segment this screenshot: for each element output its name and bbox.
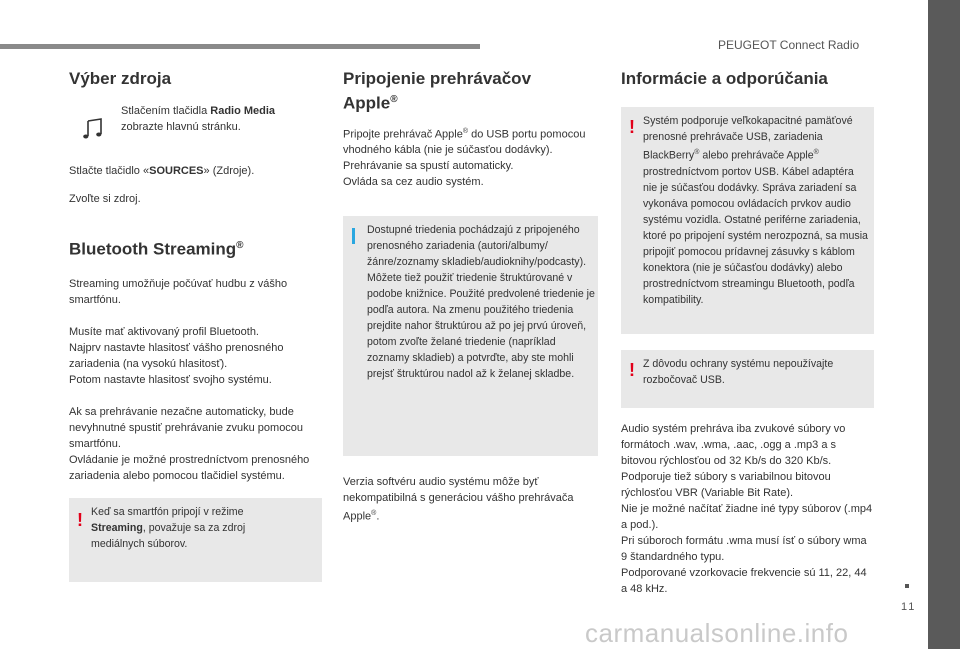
apple-para-1 xyxy=(343,124,596,159)
bt-para-2a: Musíte mať aktivovaný profil Bluetooth. xyxy=(69,325,259,338)
audio-para-3: Nie je možné načítať žiadne iné typy súborov (.mp4 a pod.). xyxy=(621,503,873,531)
audio-para-1: Audio systém prehráva iba zvukové súbory vo formátoch .wav, .wma, .aac, .ogg a .mp3 a s bitovou rýchlosťou od 32 Kb/s do 320 Kb/s. xyxy=(621,423,846,467)
radio-media-row xyxy=(69,103,322,163)
column-source xyxy=(69,60,322,582)
source-step-1-text: Stlačením tlačidla xyxy=(121,105,211,117)
info-warning-text-1-a: Systém podporuje veľkokapacitné pamäťové prenosné prehrávače USB, zariadenia BlackBerry xyxy=(643,115,853,162)
bt-para-2c: Potom nastavte hlasitosť svojho systému. xyxy=(69,373,272,386)
info-warning-box-2 xyxy=(621,350,874,408)
info-icon xyxy=(352,228,355,244)
info-warning-reg-2: ® xyxy=(813,149,819,156)
heading-info: Informácie a odporúčania xyxy=(621,69,828,88)
apple-para-1-end: do USB portu pomocou vhodného kábla (nie je súčasťou dodávky). xyxy=(343,128,586,157)
apple-para-4-reg: ® xyxy=(371,510,377,518)
bt-warning-text-start: Keď sa smartfón pripojí v režime xyxy=(91,505,244,518)
apple-para-3: Ovláda sa cez audio systém. xyxy=(343,176,484,189)
source-step-2-text: Stlačte tlačidlo « xyxy=(69,165,150,177)
apple-para-4 xyxy=(343,474,596,525)
apple-para-4-period: . xyxy=(376,510,380,523)
info-warning-text-1-b: alebo prehrávače Apple xyxy=(699,149,814,162)
music-note-icon xyxy=(81,117,105,141)
source-step-1 xyxy=(121,103,311,135)
radio-media-label: Radio Media xyxy=(210,105,276,117)
warning-icon: ! xyxy=(629,117,635,137)
apple-para-1-reg: ® xyxy=(462,127,469,135)
heading-bluetooth xyxy=(69,235,322,260)
warning-icon: ! xyxy=(629,360,635,380)
bt-warning-box xyxy=(69,498,322,582)
info-warning-box-1 xyxy=(621,107,874,334)
apple-para-4-text: Verzia softvéru audio systému môže byť nekompatibilná s generáciou vášho prehrávača Apple xyxy=(343,476,574,523)
heading-bluetooth-text: Bluetooth Streaming xyxy=(69,239,237,259)
source-step-1-text-end: zobrazte hlavnú stránku. xyxy=(121,121,241,133)
audio-para-2: Podporuje tiež súbory s variabilnou bitovou rýchlosťou VBR (Variable Bit Rate). xyxy=(621,471,831,499)
heading-apple-reg: ® xyxy=(390,94,398,105)
column-info xyxy=(621,60,874,597)
page-dot xyxy=(905,584,909,588)
heading-source: Výber zdroja xyxy=(69,69,172,88)
header-rule xyxy=(0,44,480,49)
audio-para-5: Podporované vzorkovacie frekvencie sú 11, 22, 44 a 48 kHz. xyxy=(621,567,867,595)
source-step-2 xyxy=(69,163,322,179)
column-apple xyxy=(343,60,596,525)
warning-icon: ! xyxy=(77,509,83,530)
apple-para-2: Prehrávanie sa spustí automaticky. xyxy=(343,160,514,173)
page-number: 11 xyxy=(901,601,917,613)
info-warning-text-1 xyxy=(643,113,869,308)
info-warning-reg-1: ® xyxy=(694,149,700,156)
heading-bluetooth-reg: ® xyxy=(236,240,244,251)
header-title: PEUGEOT Connect Radio xyxy=(718,38,860,52)
heading-apple xyxy=(343,68,596,114)
info-warning-text-2: Z dôvodu ochrany systému nepoužívajte rozbočovač USB. xyxy=(643,358,834,386)
bt-para-3a: Ak sa prehrávanie nezačne automaticky, bude nevyhnutné spustiť prehrávanie zvuku pomocou smartfónu. xyxy=(69,405,304,450)
apple-info-text: Dostupné triedenia pochádzajú z pripojeného prenosného zariadenia (autori/albumy/žánre/zoznamy skladieb/audioknihy/podcasty). Môžete tiež použiť triedenie štruktúrované v podobe knižnice. Použité predvolené triedenie je podľa autora. Na zmenu použitého triedenia prejdite nahor štruktúrou až po jej prvú úroveň, potom zvoľte želané triedenie (napríklad zoznamy skladieb) a potvrďte, aby ste mohli prejsť štruktúrou nadol až k želanej skladbe. xyxy=(367,224,595,381)
bt-para-2b: Najprv nastavte hlasitosť vášho prenosného zariadenia (na vysokú hlasitosť). xyxy=(69,341,284,370)
page-side-band xyxy=(928,0,960,649)
bt-warning-text xyxy=(91,504,301,552)
bt-para-1: Streaming umožňuje počúvať hudbu z vášho smartfónu. xyxy=(69,277,288,306)
bt-warning-text-end: , považuje sa za zdroj mediálnych súborov. xyxy=(91,521,246,550)
watermark: carmanualsonline.info xyxy=(585,618,849,648)
source-step-3: Zvoľte si zdroj. xyxy=(69,193,141,205)
source-step-2-text-end: » (Zdroje). xyxy=(203,165,255,177)
apple-para-1-start: Pripojte prehrávač Apple xyxy=(343,128,463,141)
bt-para-3b: Ovládanie je možné prostredníctvom prenosného zariadenia alebo pomocou tlačidiel systému. xyxy=(69,453,310,482)
sources-label: SOURCES xyxy=(149,165,204,177)
info-warning-text-1-c: prostredníctvom portov USB. Kábel adaptéra nie je súčasťou dodávky. Správa zariadení sa vykonáva pomocou ovládacích prvkov audio systému vozidla. Ostatné periférne zariadenia, ktoré po pripojení systém nerozpozná, sa musia pripojiť pomocou prídavnej zásuvky s káblom konektora (nie je súčasťou dodávky) alebo prostredníctvom streamingu Bluetooth, podľa kompatibility. xyxy=(643,165,868,306)
audio-para-4: Pri súboroch formátu .wma musí ísť o súbory wma 9 štandardného typu. xyxy=(621,535,867,563)
apple-info-box xyxy=(343,216,598,456)
heading-apple-line-2: Apple xyxy=(343,93,391,113)
heading-apple-line-1: Pripojenie prehrávačov xyxy=(343,69,532,88)
streaming-label: Streaming xyxy=(91,521,143,534)
